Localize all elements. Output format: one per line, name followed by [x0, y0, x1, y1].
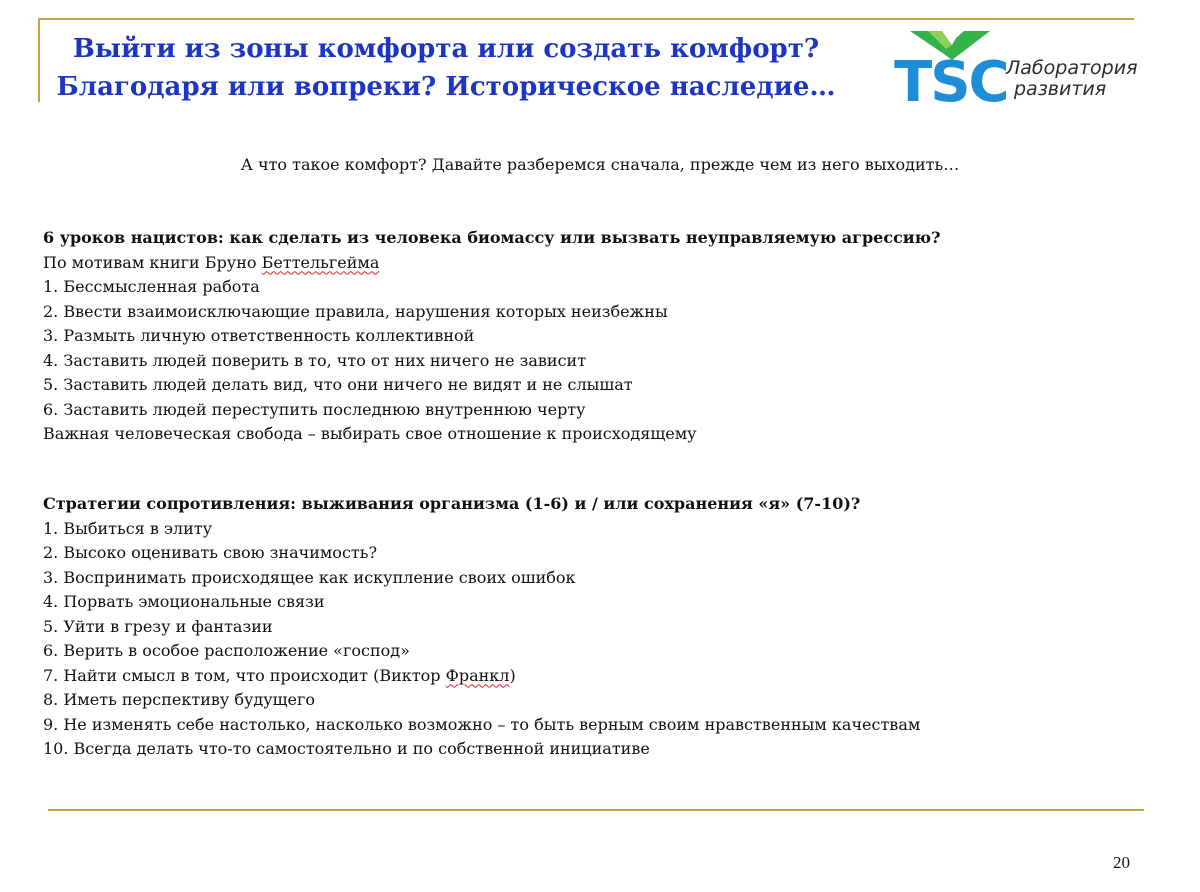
list-item: 1. Бессмысленная работа — [43, 277, 260, 296]
closing-statement: Важная человеческая свобода – выбирать свое отношение к происходящему — [43, 424, 697, 443]
header-frame-left-line — [38, 18, 40, 102]
footer-rule — [48, 809, 1144, 811]
slide-title-line-2: Благодаря или вопреки? Историческое наследие… — [56, 72, 836, 102]
author-name: Беттельгейма — [261, 252, 380, 272]
slide-subtitle: А что такое комфорт? Давайте разберемся сначала, прежде чем из него выходить… — [240, 155, 960, 174]
logo-caption — [1006, 58, 1176, 100]
slide-title-line-1: Выйти из зоны комфорта или создать комфорт? — [72, 34, 820, 64]
list-item: 4. Порвать эмоциональные связи — [43, 592, 325, 611]
logo-mark-text: TSC — [894, 50, 1008, 106]
list-item: 9. Не изменять себе настолько, насколько возможно – то быть верным своим нравственным качествам — [43, 714, 921, 734]
page-number: 20 — [1113, 853, 1130, 872]
list-item: 10. Всегда делать что-то самостоятельно и по собственной инициативе — [43, 739, 650, 758]
logo-caption-line-2: развития — [1014, 78, 1107, 100]
header-frame-top-line — [38, 18, 1134, 20]
list-item: 6. Верить в особое расположение «господ» — [43, 641, 410, 660]
slide-title — [46, 30, 846, 106]
item-7-suffix: ) — [509, 665, 516, 685]
section-heading: 6 уроков нацистов: как сделать из человека биомассу или вызвать неуправляемую агрессию? — [43, 228, 941, 247]
list-item: 6. Заставить людей переступить последнюю внутреннюю черту — [43, 399, 586, 419]
list-item: 2. Высоко оценивать свою значимость? — [43, 543, 378, 562]
logo-caption-line-1: Лаборатория — [1006, 57, 1138, 79]
list-item — [43, 664, 920, 689]
list-item: 4. Заставить людей поверить в то, что от них ничего не зависит — [43, 350, 587, 370]
list-item: 5. Уйти в грезу и фантазии — [43, 616, 273, 636]
source-prefix: По мотивам книги Бруно — [43, 252, 262, 272]
section-heading: Стратегии сопротивления: выживания организма (1-6) и / или сохранения «я» (7-10)? — [43, 494, 861, 513]
list-item: 1. Выбиться в элиту — [43, 518, 212, 538]
list-item: 8. Иметь перспективу будущего — [43, 690, 316, 709]
resistance-strategies-section — [43, 492, 920, 762]
list-item: 2. Ввести взаимоисключающие правила, нарушения которых неизбежны — [43, 301, 668, 321]
list-item: 3. Размыть личную ответственность коллективной — [43, 326, 475, 345]
item-7-prefix: 7. Найти смысл в том, что происходит (Виктор — [43, 665, 446, 685]
frankl-name: Франкл — [445, 665, 510, 685]
nazi-lessons-section — [43, 226, 940, 447]
list-item: 5. Заставить людей делать вид, что они ничего не видят и не слышат — [43, 375, 633, 394]
list-item: 3. Воспринимать происходящее как искупление своих ошибок — [43, 567, 576, 587]
source-line — [43, 251, 940, 276]
